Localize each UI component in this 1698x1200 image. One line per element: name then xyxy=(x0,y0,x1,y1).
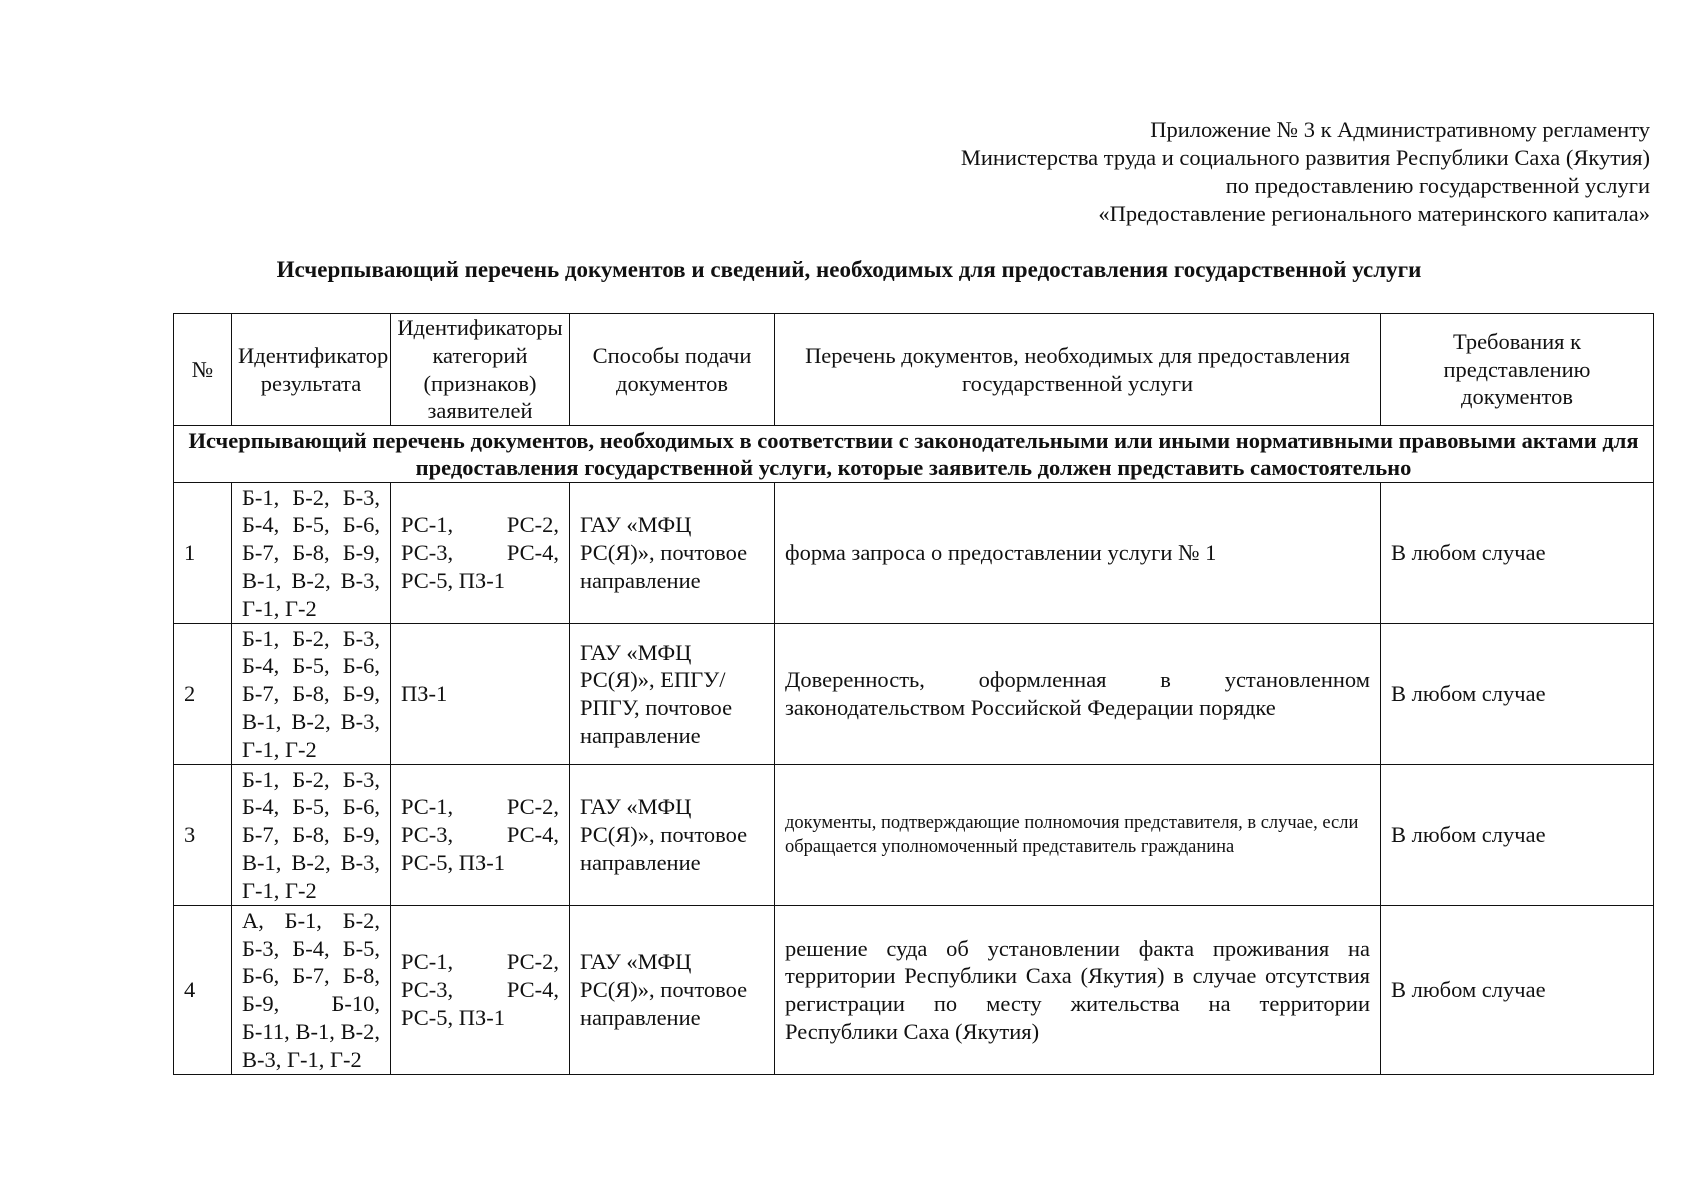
cell-num: 4 xyxy=(174,906,232,1075)
cell-num: 1 xyxy=(174,483,232,624)
cell-num: 3 xyxy=(174,765,232,906)
annex-line-3: по предоставлению государственной услуги xyxy=(1225,173,1650,198)
cell-category-ids: РС-1, РС-2, РС-3, РС-4, РС-5, ПЗ-1 xyxy=(391,906,570,1075)
annex-line-1: Приложение № 3 к Административному регламенту xyxy=(1150,117,1650,142)
annex-line-2: Министерства труда и социального развития Республики Саха (Якутия) xyxy=(960,145,1650,170)
cell-category-ids: ПЗ-1 xyxy=(391,624,570,765)
cell-documents: решение суда об установлении факта проживания на территории Республики Саха (Якутия) в случае отсутствия регистрации по месту жительства на территории Республики Саха (Якутия) xyxy=(775,906,1381,1075)
cell-result-id: Б-1, Б-2, Б-3, Б-4, Б-5, Б-6, Б-7, Б-8, Б-9, В-1, В-2, В-3, Г-1, Г-2 xyxy=(232,624,391,765)
cell-documents: форма запроса о предоставлении услуги № 1 xyxy=(775,483,1381,624)
cell-requirements: В любом случае xyxy=(1381,624,1654,765)
table-row xyxy=(174,765,1654,906)
table-header-row xyxy=(174,314,1654,426)
annex-header xyxy=(961,116,1650,228)
header-methods: Способы подачи документов xyxy=(570,314,775,426)
cell-methods: ГАУ «МФЦ РС(Я)», почтовое направление xyxy=(570,483,775,624)
cell-requirements: В любом случае xyxy=(1381,483,1654,624)
cell-category-ids: РС-1, РС-2, РС-3, РС-4, РС-5, ПЗ-1 xyxy=(391,483,570,624)
section-heading: Исчерпывающий перечень документов, необходимых в соответствии с законодательными или иными нормативными правовыми актами для предоставления государственной услуги, которые заявитель должен представить самостоятельно xyxy=(174,426,1654,483)
cell-methods: ГАУ «МФЦ РС(Я)», ЕПГУ/РПГУ, почтовое направление xyxy=(570,624,775,765)
cell-result-id: Б-1, Б-2, Б-3, Б-4, Б-5, Б-6, Б-7, Б-8, Б-9, В-1, В-2, В-3, Г-1, Г-2 xyxy=(232,765,391,906)
section-row xyxy=(174,426,1654,483)
annex-line-4: «Предоставление регионального материнского капитала» xyxy=(1098,201,1650,226)
cell-documents: документы, подтверждающие полномочия представителя, в случае, если обращается уполномоченный представитель гражданина xyxy=(775,765,1381,906)
table-row xyxy=(174,906,1654,1075)
document-title: Исчерпывающий перечень документов и сведений, необходимых для предоставления государственной услуги xyxy=(276,257,1422,282)
table-row xyxy=(174,483,1654,624)
header-result-id: Идентификатор результата xyxy=(232,314,391,426)
cell-num: 2 xyxy=(174,624,232,765)
cell-result-id: А, Б-1, Б-2, Б-3, Б-4, Б-5, Б-6, Б-7, Б-8, Б-9, Б-10, Б-11, В-1, В-2, В-3, Г-1, Г-2 xyxy=(232,906,391,1075)
header-num: № xyxy=(174,314,232,426)
cell-requirements: В любом случае xyxy=(1381,765,1654,906)
header-category-ids: Идентификаторы категорий (признаков) заявителей xyxy=(391,314,570,426)
header-documents: Перечень документов, необходимых для предоставления государственной услуги xyxy=(775,314,1381,426)
cell-result-id: Б-1, Б-2, Б-3, Б-4, Б-5, Б-6, Б-7, Б-8, Б-9, В-1, В-2, В-3, Г-1, Г-2 xyxy=(232,483,391,624)
header-requirements: Требования к представлению документов xyxy=(1381,314,1654,426)
table-row xyxy=(174,624,1654,765)
cell-category-ids: РС-1, РС-2, РС-3, РС-4, РС-5, ПЗ-1 xyxy=(391,765,570,906)
cell-requirements: В любом случае xyxy=(1381,906,1654,1075)
cell-documents: Доверенность, оформленная в установленном законодательством Российской Федерации порядке xyxy=(775,624,1381,765)
cell-methods: ГАУ «МФЦ РС(Я)», почтовое направление xyxy=(570,906,775,1075)
cell-methods: ГАУ «МФЦ РС(Я)», почтовое направление xyxy=(570,765,775,906)
documents-table xyxy=(173,313,1654,1075)
